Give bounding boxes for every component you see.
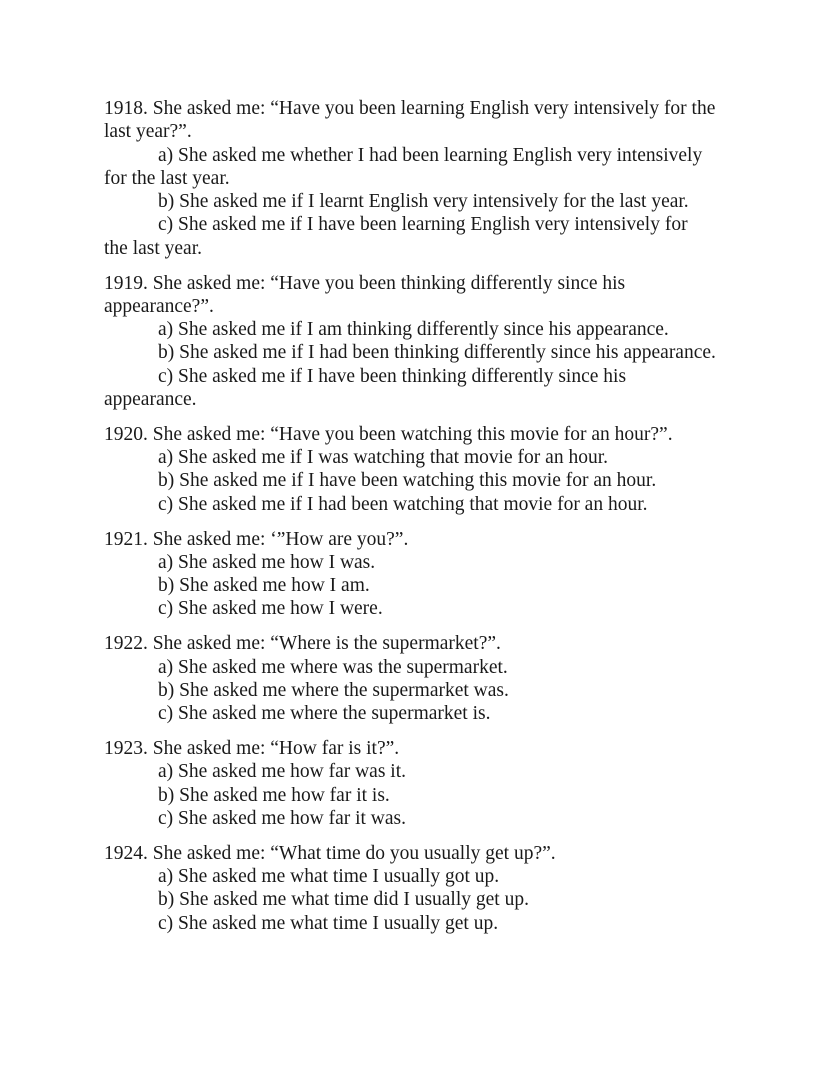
answer-option: a) She asked me how far was it.: [158, 761, 407, 783]
answer-option: b) She asked me how I am.: [158, 575, 370, 597]
question-block: [104, 272, 716, 412]
answer-option: c) She asked me where the supermarket is.: [158, 703, 491, 725]
question-block: [104, 528, 716, 621]
answer-option: a) She asked me if I am thinking differently since his appearance.: [158, 319, 669, 341]
question-stem: 1920. She asked me: “Have you been watching this movie for an hour?”.: [104, 423, 673, 445]
answer-option: a) She asked me where was the supermarket.: [158, 656, 508, 678]
answer-option: b) She asked me if I have been watching this movie for an hour.: [158, 470, 657, 492]
question-stem: 1918. She asked me: “Have you been learning English very intensively for the last year?”.: [104, 98, 716, 143]
answer-option: c) She asked me if I had been watching that movie for an hour.: [158, 493, 648, 515]
question-stem: 1921. She asked me: ‘”How are you?”.: [104, 528, 409, 550]
answer-option: c) She asked me if I have been thinking differently since his appearance.: [104, 365, 627, 411]
answer-option: a) She asked me what time I usually got up.: [158, 865, 500, 887]
answer-option: c) She asked me how I were.: [158, 598, 383, 620]
question-block: [104, 97, 716, 260]
answer-option: a) She asked me how I was.: [158, 551, 376, 573]
answer-option: a) She asked me if I was watching that movie for an hour.: [158, 447, 608, 469]
question-stem: 1919. She asked me: “Have you been thinking differently since his appearance?”.: [104, 272, 626, 317]
answer-option: b) She asked me if I learnt English very intensively for the last year.: [158, 191, 689, 213]
document-page: [104, 97, 716, 946]
answer-option: c) She asked me what time I usually get up.: [158, 912, 499, 934]
question-block: [104, 737, 716, 830]
question-stem: 1922. She asked me: “Where is the supermarket?”.: [104, 633, 501, 655]
answer-option: b) She asked me what time did I usually get up.: [158, 889, 529, 911]
answer-option: b) She asked me if I had been thinking differently since his appearance.: [158, 342, 716, 364]
question-stem: 1923. She asked me: “How far is it?”.: [104, 737, 400, 759]
answer-option: b) She asked me where the supermarket was.: [158, 679, 509, 701]
answer-option: b) She asked me how far it is.: [158, 784, 390, 806]
answer-option: c) She asked me how far it was.: [158, 807, 407, 829]
question-block: [104, 842, 716, 935]
question-stem: 1924. She asked me: “What time do you usually get up?”.: [104, 842, 556, 864]
question-block: [104, 632, 716, 725]
answer-option: c) She asked me if I have been learning English very intensively for the last year.: [104, 214, 688, 259]
question-block: [104, 423, 716, 516]
answer-option: a) She asked me whether I had been learning English very intensively for the last year.: [104, 144, 703, 189]
